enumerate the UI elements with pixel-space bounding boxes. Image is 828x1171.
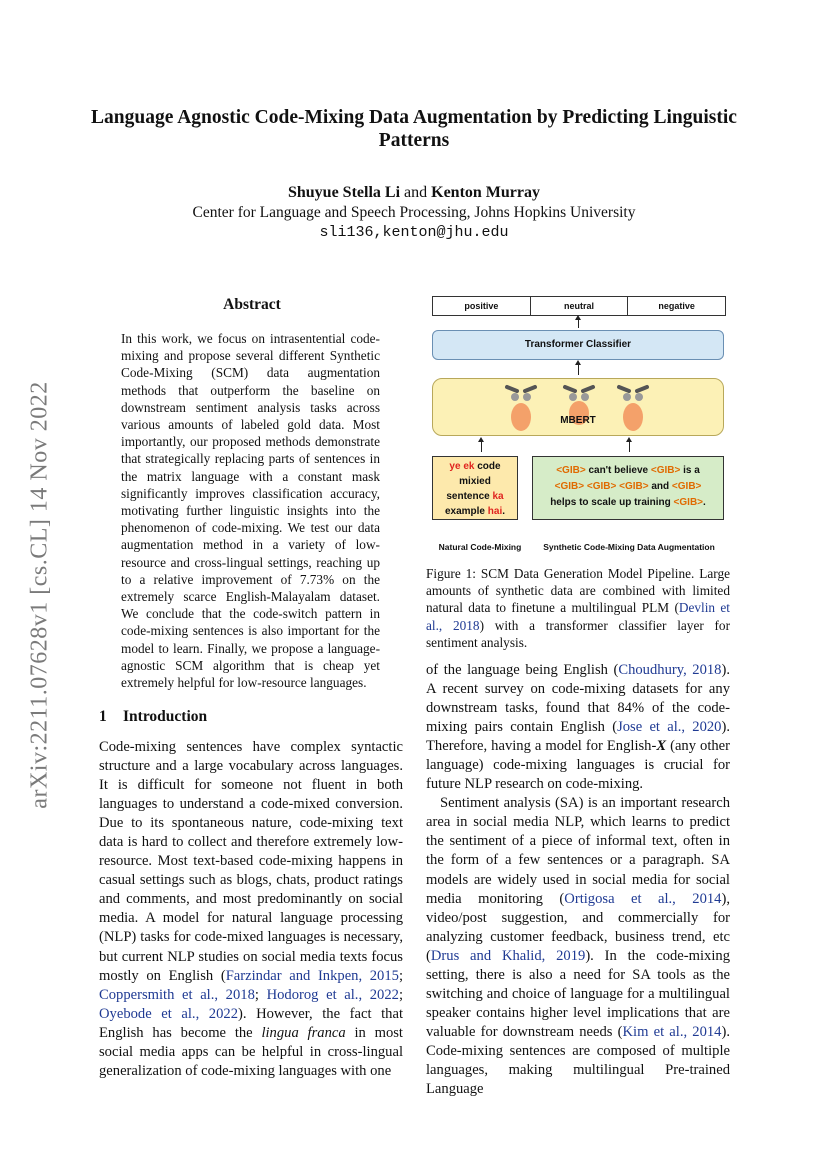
text-run: ), video/post suggestion, and commercially for analyzing customer feedback, business trend, etc ( bbox=[426, 890, 730, 964]
affiliation: Center for Language and Speech Processing, Johns Hopkins University bbox=[192, 204, 636, 221]
muppet-faces-icon bbox=[433, 379, 723, 435]
english-word: sentence bbox=[446, 491, 490, 502]
text-run: Sentiment analysis (SA) is an important research area in social media NLP, which learns to predict the sentiment of a piece of informal text, often in the form of a few sentences or a paragraph. SA models are widely used in social media for social media monitoring ( bbox=[426, 795, 730, 907]
arrow-icon bbox=[629, 440, 630, 452]
text-run: helps to scale up training bbox=[550, 497, 674, 508]
text-run: of the language being English ( bbox=[426, 662, 619, 678]
citation-link[interactable]: Hodorog et al., 2022 bbox=[266, 986, 399, 1003]
citation-link[interactable]: Farzindar and Inkpen, 2015 bbox=[225, 967, 399, 984]
intro-left-column bbox=[99, 738, 403, 1081]
citation-link[interactable]: Choudhury, 2018 bbox=[618, 662, 722, 678]
intro-paragraph-1 bbox=[99, 738, 403, 1081]
text-run: ). A recent survey on code-mixing datasets for any downstream tasks, found that 84% of the code-mixing pairs contain English ( bbox=[426, 662, 730, 736]
author-1: Shuyue Stella Li bbox=[287, 184, 401, 201]
citation-link[interactable]: Devlin et al., 2018 bbox=[426, 600, 730, 633]
text-run: ). Therefore, having a model for English- bbox=[426, 719, 730, 755]
text-run: Code-mixing sentences have complex syntactic structure and a large vocabulary across languages. It is difficult for someone not fluent in both languages to understand a code-mixed conversion. Due to its spontaneous nature, code-mixing text data is hard to collect and therefore extremely low-resource. Most text-based code-mixing happens in casual settings such as blogs, chats, product ratings and comments, and most predominantly on social media. A model for natural language processing (NLP) tasks for code-mixed languages is necessary, but current NLP studies on social media texts focus mostly on English ( bbox=[99, 739, 403, 984]
english-word: example bbox=[444, 506, 485, 517]
section-title: Introduction bbox=[123, 708, 208, 725]
text-run: ). However, the fact that English has become the bbox=[99, 1005, 403, 1041]
intro-paragraph-2 bbox=[426, 794, 730, 1099]
natural-caption: Natural Code-Mixing bbox=[438, 542, 522, 552]
text-run: ). Code-mixing sentences are composed of multiple languages, making multilingual Pre-trained Language bbox=[426, 1023, 730, 1098]
arrow-icon bbox=[481, 440, 482, 452]
citation-link[interactable]: Oyebode et al., 2022 bbox=[99, 1005, 238, 1022]
arxiv-id-text: arXiv:2211.07628v1 [cs.CL] 14 Nov 2022 bbox=[26, 381, 53, 809]
text-run: ; bbox=[398, 967, 403, 984]
text-run: can't believe bbox=[585, 465, 651, 476]
citation-link[interactable]: Coppersmith et al., 2018 bbox=[99, 986, 255, 1003]
natural-code-mixing-box bbox=[432, 456, 518, 520]
english-word: code bbox=[477, 461, 501, 472]
gib-token: <GIB> bbox=[586, 481, 617, 492]
label-negative: negative bbox=[658, 301, 695, 311]
citation-link[interactable]: Kim et al., 2014 bbox=[622, 1023, 722, 1040]
gib-token: <GIB> bbox=[619, 481, 649, 492]
section-heading-introduction bbox=[99, 708, 207, 726]
text-run: ) with a transformer classifier layer for sentiment analysis. bbox=[426, 617, 730, 650]
text-run: and bbox=[648, 481, 672, 492]
abstract-text: In this work, we focus on intrasentential code-mixing and propose several different Synthetic Code-Mixing (SCM) data augmentation methods that outperform the baseline on downstream sentiment analysis tasks across various amounts of labeled gold data. Most importantly, our proposed methods demonstrate that strategically replacing parts of sentences in the matrix language with a constant mask significantly improves classification accuracy, motivating further linguistic insights into the phenomenon of code-mixing. We test our data augmentation method in a variety of low-resource and cross-lingual settings, reaching up to a relative improvement of 7.73% on the extremely scarce English-Malayalam dataset. We conclude that the code-switch pattern in code-mixing sentences is also important for the model to learn. Finally, we propose a language-agnostic SCM algorithm that is cheap yet extremely helpful for low-resource languages. bbox=[121, 331, 380, 691]
figure-1 bbox=[424, 292, 734, 554]
intro-paragraph-continued bbox=[426, 661, 730, 794]
transformer-classifier-box: Transformer Classifier bbox=[432, 330, 724, 360]
text-run: in most social media apps can be helpful in cross-lingual generalization of code-mixing languages with one bbox=[99, 1024, 403, 1079]
author-separator: and bbox=[404, 184, 428, 201]
synthetic-code-mixing-box bbox=[532, 456, 724, 520]
italic-term: lingua franca bbox=[261, 1024, 346, 1041]
text-run: (any other language) code-mixing languages is crucial for future NLP research on code-mixing. bbox=[426, 738, 731, 793]
label-neutral: neutral bbox=[531, 297, 629, 315]
text-run: . bbox=[502, 506, 506, 517]
text-run: ; bbox=[254, 986, 267, 1003]
gib-token: <GIB> bbox=[554, 481, 585, 492]
arrow-icon bbox=[578, 318, 579, 328]
mbert-label: MBERT bbox=[560, 415, 596, 426]
text-run: . bbox=[703, 497, 706, 508]
author-2: Kenton Murray bbox=[431, 184, 540, 201]
citation-link[interactable]: Jose et al., 2020 bbox=[617, 719, 722, 736]
arrow-icon bbox=[578, 363, 579, 375]
gib-token: <GIB> bbox=[650, 465, 681, 476]
figure-caption bbox=[426, 565, 730, 651]
text-run: Figure 1: SCM Data Generation Model Pipeline. Large amounts of synthetic data are combined with limited natural data to finetune a multilingual PLM ( bbox=[426, 566, 730, 616]
citation-link[interactable]: Drus and Khalid, 2019 bbox=[430, 947, 586, 964]
intro-right-column bbox=[426, 661, 730, 1099]
paper-title: Language Agnostic Code-Mixing Data Augmentation by Predicting Linguistic Patterns bbox=[91, 107, 737, 151]
synthetic-caption: Synthetic Code-Mixing Data Augmentation bbox=[543, 542, 715, 552]
gib-token: <GIB> bbox=[673, 497, 704, 508]
gib-token: <GIB> bbox=[556, 465, 586, 476]
label-positive: positive bbox=[433, 297, 531, 315]
mbert-box bbox=[432, 378, 724, 436]
abstract-heading: Abstract bbox=[223, 296, 281, 313]
citation-link[interactable]: Ortigosa et al., 2014 bbox=[564, 890, 722, 907]
text-run: is a bbox=[680, 465, 700, 476]
hindi-word: ye ek bbox=[449, 461, 475, 472]
english-word: mixied bbox=[459, 476, 491, 487]
text-run: ). In the code-mixing setting, there is also a need for SA tools as the switching and choice of language for a multilingual speaker contains higher level implications that are valuable for downstream needs ( bbox=[426, 947, 730, 1040]
italic-term: X bbox=[656, 738, 667, 755]
text-run: ; bbox=[398, 986, 403, 1003]
arxiv-identifier bbox=[20, 360, 60, 830]
sentiment-labels bbox=[432, 296, 726, 316]
section-number: 1 bbox=[99, 708, 107, 725]
hindi-word: hai bbox=[487, 506, 503, 517]
email: sli136,kenton@jhu.edu bbox=[319, 224, 509, 241]
author-line bbox=[80, 182, 748, 203]
hindi-word: ka bbox=[492, 491, 504, 502]
gib-token: <GIB> bbox=[671, 481, 702, 492]
